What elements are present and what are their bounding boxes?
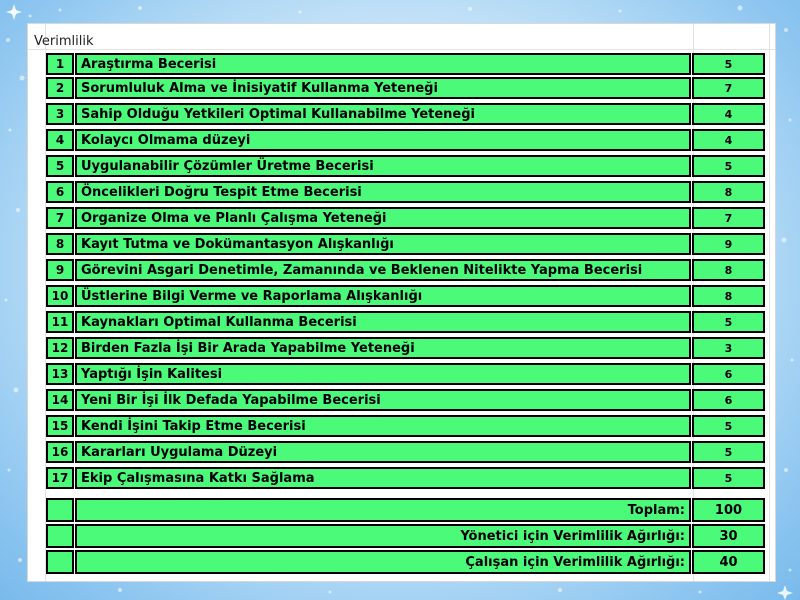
criterion-label[interactable]: Kendi İşini Takip Etme Becerisi [75, 415, 691, 437]
criterion-label[interactable]: Sorumluluk Alma ve İnisiyatif Kullanma Yeteneği [75, 77, 691, 99]
row-number[interactable]: 6 [46, 181, 74, 203]
criterion-score[interactable]: 5 [692, 467, 765, 489]
manager-weight-value[interactable]: 30 [692, 524, 765, 548]
criterion-label[interactable]: Sahip Olduğu Yetkileri Optimal Kullanabilme Yeteneği [75, 103, 691, 125]
criterion-label[interactable]: Görevini Asgari Denetimle, Zamanında ve Beklenen Nitelikte Yapma Becerisi [75, 259, 691, 281]
empty-number-cell[interactable] [46, 498, 74, 522]
criterion-score[interactable]: 5 [692, 155, 765, 177]
criterion-score[interactable]: 5 [692, 415, 765, 437]
row-number[interactable]: 1 [46, 53, 74, 75]
criterion-label[interactable]: Kararları Uygulama Düzeyi [75, 441, 691, 463]
criterion-score[interactable]: 5 [692, 311, 765, 333]
criterion-score[interactable]: 5 [692, 441, 765, 463]
criterion-label[interactable]: Kaynakları Optimal Kullanma Becerisi [75, 311, 691, 333]
row-number[interactable]: 15 [46, 415, 74, 437]
criterion-score[interactable]: 7 [692, 77, 765, 99]
row-number[interactable]: 3 [46, 103, 74, 125]
criterion-label[interactable]: Yeni Bir İşi İlk Defada Yapabilme Becerisi [75, 389, 691, 411]
sheet-title: Verimlilik [34, 34, 94, 49]
row-number[interactable]: 5 [46, 155, 74, 177]
row-number[interactable]: 7 [46, 207, 74, 229]
criterion-label[interactable]: Öncelikleri Doğru Tespit Etme Becerisi [75, 181, 691, 203]
criterion-score[interactable]: 8 [692, 259, 765, 281]
criterion-label[interactable]: Birden Fazla İşi Bir Arada Yapabilme Yeteneği [75, 337, 691, 359]
criterion-label[interactable]: Üstlerine Bilgi Verme ve Raporlama Alışkanlığı [75, 285, 691, 307]
empty-number-cell[interactable] [46, 524, 74, 548]
gridline [769, 24, 770, 581]
row-number[interactable]: 10 [46, 285, 74, 307]
criterion-label[interactable]: Uygulanabilir Çözümler Üretme Becerisi [75, 155, 691, 177]
row-number[interactable]: 9 [46, 259, 74, 281]
criterion-label[interactable]: Organize Olma ve Planlı Çalışma Yeteneği [75, 207, 691, 229]
total-label[interactable]: Toplam: [75, 498, 691, 522]
row-number[interactable]: 11 [46, 311, 74, 333]
criterion-label[interactable]: Araştırma Becerisi [75, 53, 691, 75]
criterion-score[interactable]: 9 [692, 233, 765, 255]
criterion-score[interactable]: 8 [692, 181, 765, 203]
empty-number-cell[interactable] [46, 550, 74, 574]
criterion-score[interactable]: 6 [692, 389, 765, 411]
row-number[interactable]: 2 [46, 77, 74, 99]
employee-weight-label[interactable]: Çalışan için Verimlilik Ağırlığı: [75, 550, 691, 574]
row-number[interactable]: 12 [46, 337, 74, 359]
criterion-score[interactable]: 5 [692, 53, 765, 75]
row-number[interactable]: 4 [46, 129, 74, 151]
criterion-score[interactable]: 8 [692, 285, 765, 307]
row-number[interactable]: 13 [46, 363, 74, 385]
gridline [28, 49, 775, 50]
row-number[interactable]: 14 [46, 389, 74, 411]
criterion-score[interactable]: 6 [692, 363, 765, 385]
criterion-label[interactable]: Yaptığı İşin Kalitesi [75, 363, 691, 385]
manager-weight-label[interactable]: Yönetici için Verimlilik Ağırlığı: [75, 524, 691, 548]
criterion-label[interactable]: Kolaycı Olmama düzeyi [75, 129, 691, 151]
criterion-label[interactable]: Kayıt Tutma ve Dokümantasyon Alışkanlığı [75, 233, 691, 255]
criterion-score[interactable]: 7 [692, 207, 765, 229]
row-number[interactable]: 17 [46, 467, 74, 489]
total-value[interactable]: 100 [692, 498, 765, 522]
row-number[interactable]: 16 [46, 441, 74, 463]
criterion-label[interactable]: Ekip Çalışmasına Katkı Sağlama [75, 467, 691, 489]
employee-weight-value[interactable]: 40 [692, 550, 765, 574]
row-number[interactable]: 8 [46, 233, 74, 255]
criterion-score[interactable]: 3 [692, 337, 765, 359]
criterion-score[interactable]: 4 [692, 103, 765, 125]
criterion-score[interactable]: 4 [692, 129, 765, 151]
